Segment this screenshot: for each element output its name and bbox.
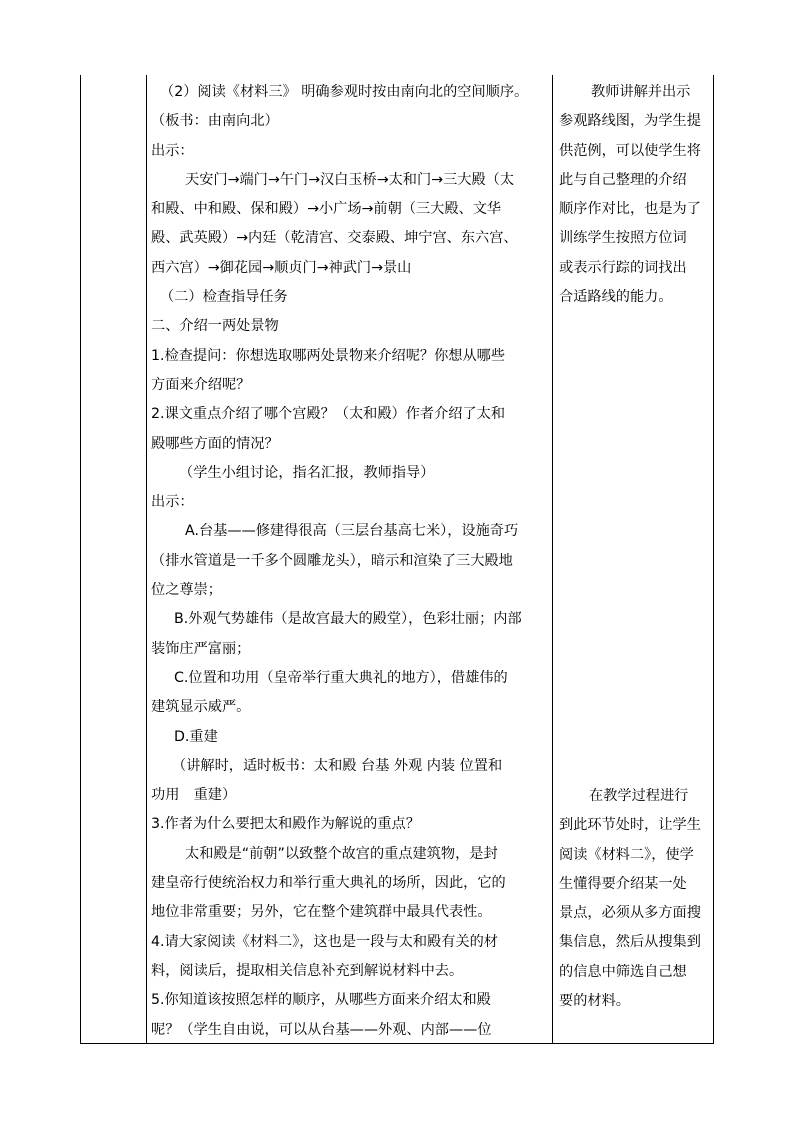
table-column-divider bbox=[552, 75, 553, 1044]
content-line: 1.检查提问：你想选取哪两处景物来介绍呢？你想从哪些 bbox=[151, 347, 506, 364]
content-line: 5.你知道该按照怎样的顺序，从哪些方面来介绍太和殿 bbox=[151, 992, 491, 1009]
content-line: D.重建 bbox=[174, 728, 218, 745]
content-line: 天安门→端门→午门→汉白玉桥→太和门→三大殿（太 bbox=[185, 171, 515, 188]
note-line: 合适路线的能力。 bbox=[559, 289, 673, 306]
design-intent-cell-top bbox=[559, 78, 711, 312]
content-line: （2）阅读《材料三》 明确参观时按由南向北的空间顺序。 bbox=[160, 84, 529, 100]
content-line: （讲解时，适时板书：太和殿 台基 外观 内装 位置和 bbox=[172, 757, 503, 774]
content-line: （排水管道是一千多个圆雕龙头），暗示和渲染了三大殿地 bbox=[151, 552, 513, 569]
content-line: 建筑显示威严。 bbox=[151, 699, 251, 716]
content-line: （二）检查指导任务 bbox=[160, 289, 288, 306]
note-line: 阅读《材料二》，使学 bbox=[559, 846, 694, 863]
content-line: （学生小组讨论，指名汇报，教师指导） bbox=[179, 464, 435, 481]
content-line: （板书：由南向北） bbox=[151, 113, 279, 130]
table-left-border bbox=[80, 75, 81, 1044]
content-line: 出示： bbox=[151, 494, 194, 511]
content-line: 出示： bbox=[151, 142, 194, 159]
content-line: 料，阅读后，提取相关信息补充到解说材料中去。 bbox=[151, 962, 464, 979]
content-line: 位之尊崇； bbox=[151, 582, 222, 599]
note-line: 训练学生按照方位词 bbox=[559, 230, 687, 247]
content-line: 功用 重建） bbox=[151, 787, 237, 804]
teaching-content-cell bbox=[151, 78, 551, 1045]
content-line: 方面来介绍呢？ bbox=[151, 376, 251, 393]
note-line: 景点，必须从多方面搜 bbox=[559, 905, 701, 922]
design-intent-cell-bottom bbox=[559, 782, 711, 1016]
table-column-divider bbox=[146, 75, 147, 1044]
note-line: 教师讲解并出示 bbox=[591, 84, 691, 100]
note-line: 此与自己整理的介绍 bbox=[559, 171, 687, 188]
content-line: 二、介绍一两处景物 bbox=[151, 318, 279, 335]
note-line: 参观路线图，为学生提 bbox=[559, 113, 701, 130]
note-line: 集信息，然后从搜集到 bbox=[559, 934, 701, 951]
content-line: A.台基——修建得很高（三层台基高七米），设施奇巧 bbox=[185, 523, 519, 540]
content-line: 3.作者为什么要把太和殿作为解说的重点？ bbox=[151, 816, 420, 833]
note-line: 在教学过程进行 bbox=[589, 788, 689, 804]
content-line: C.位置和功用（皇帝举行重大典礼的地方），借雄伟的 bbox=[174, 669, 508, 686]
content-line: 建皇帝行使统治权力和举行重大典礼的场所，因此，它的 bbox=[151, 875, 506, 892]
content-line: 地位非常重要；另外，它在整个建筑群中最具代表性。 bbox=[151, 904, 492, 921]
content-line: 和殿、中和殿、保和殿）→小广场→前朝（三大殿、文华 bbox=[151, 201, 502, 218]
content-line: 呢？（学生自由说，可以从台基——外观、内部——位 bbox=[151, 1021, 492, 1038]
note-line: 顺序作对比，也是为了 bbox=[559, 201, 701, 218]
content-line: 殿、武英殿）→内廷（乾清宫、交泰殿、坤宁宫、东六宫、 bbox=[151, 230, 518, 247]
note-line: 要的材料。 bbox=[559, 993, 630, 1010]
content-line: 殿哪些方面的情况？ bbox=[151, 435, 279, 452]
note-line: 供范例，可以使学生将 bbox=[559, 142, 701, 159]
note-line: 的信息中筛选自己想 bbox=[559, 963, 687, 980]
content-line: 4.请大家阅读《材料二》，这也是一段与太和殿有关的材 bbox=[151, 933, 498, 950]
content-line: B.外观气势雄伟（是故宫最大的殿堂），色彩壮丽；内部 bbox=[174, 611, 522, 628]
content-line: 2.课文重点介绍了哪个宫殿？（太和殿）作者介绍了太和 bbox=[151, 406, 506, 423]
content-line: 太和殿是“前朝”以致整个故宫的重点建筑物，是封 bbox=[185, 845, 498, 862]
content-line: 装饰庄严富丽； bbox=[151, 640, 251, 657]
note-line: 到此环节处时，让学生 bbox=[559, 817, 701, 834]
content-line: 西六宫）→御花园→顺贞门→神武门→景山 bbox=[151, 259, 412, 276]
note-line: 或表示行踪的词找出 bbox=[559, 259, 687, 276]
note-line: 生懂得要介绍某一处 bbox=[559, 875, 687, 892]
table-right-border bbox=[713, 75, 714, 1044]
